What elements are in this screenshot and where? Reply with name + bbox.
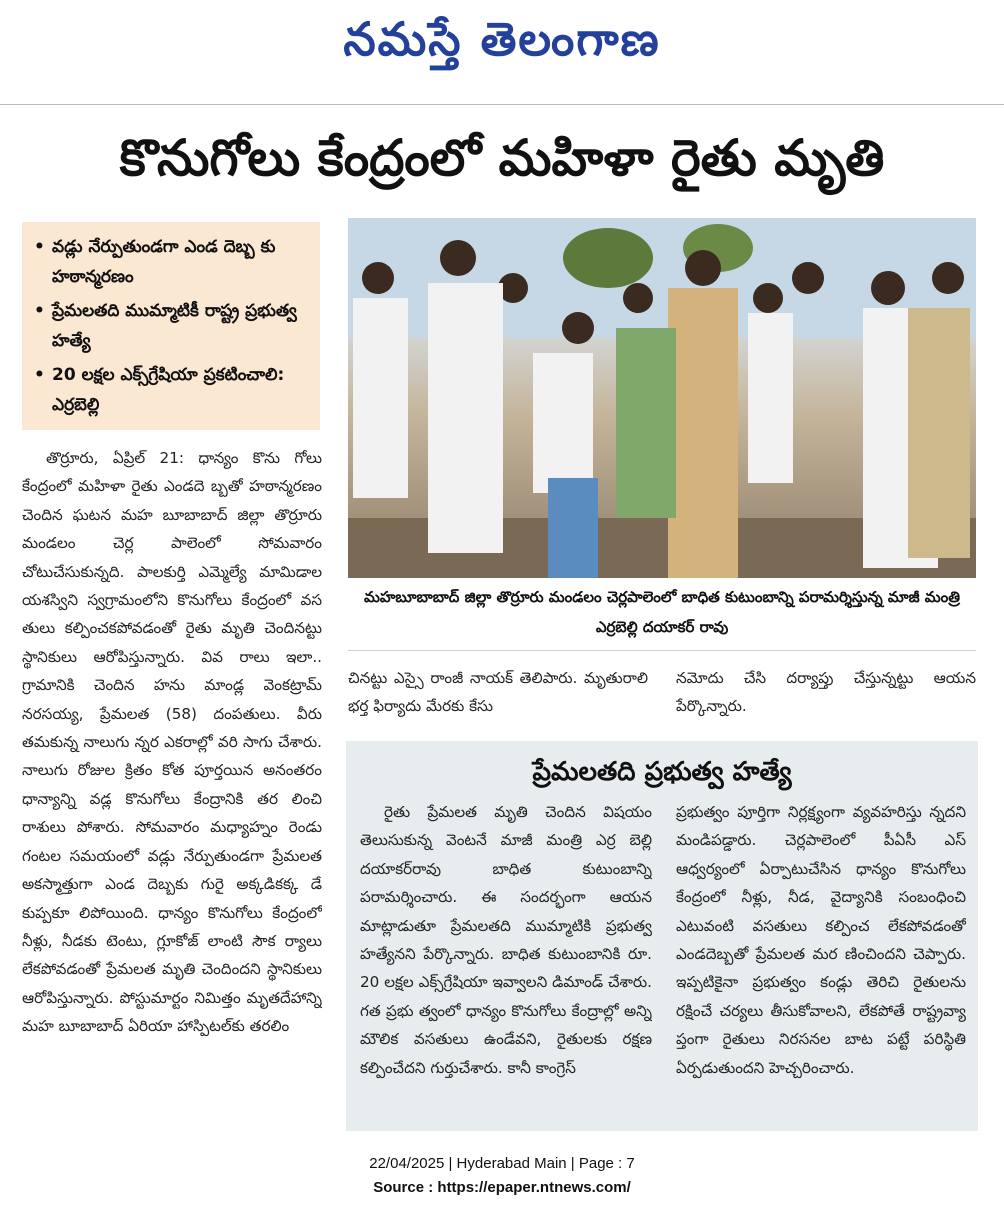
article-headline: కొనుగోలు కేంద్రంలో మహిళా రైతు మృతి <box>119 129 885 187</box>
sidebar-story-title: ప్రేమలతది ప్రభుత్వ హత్యే <box>532 757 792 787</box>
sidebar-column-1 <box>360 798 652 1128</box>
highlight-item <box>32 296 310 356</box>
story-paragraph: చినట్టు ఎస్సై రాంజీ నాయక్ తెలిపారు. మృతురాలి భర్త ఫిర్యాదు మేరకు కేసు <box>348 669 648 716</box>
story-column-3 <box>676 664 976 724</box>
news-photo <box>348 218 976 578</box>
bullet-icon: • <box>34 237 45 257</box>
story-column-1 <box>22 444 322 1138</box>
bullet-icon: • <box>34 365 45 385</box>
highlight-item <box>32 360 310 420</box>
photo-caption: మహబూబాబాద్ జిల్లా తొర్రూరు మండలం చెర్లపాలెంలో బాధిత కుటుంబాన్ని పరామర్శిస్తున్న మాజీ మంత్రి ఎర్రబెల్లి దయాకర్ రావు <box>364 588 960 636</box>
highlight-text: వడ్లు నేర్పుతుండగా ఎండ దెబ్బ కు హఠాన్మరణం <box>52 237 276 287</box>
highlight-text: ప్రేమలతది ముమ్మాటికీ రాష్ట్ర ప్రభుత్వ హత్యే <box>52 301 297 351</box>
story-paragraph: తొర్రూరు, ఏప్రిల్ 21: ధాన్యం కొను గోలు కేంద్రంలో మహిళా రైతు ఎండదె బ్బతో హఠాన్మరణం చెందిన ఘటన మహ బూబాబాద్ జిల్లా తొర్రూరు మండలం చెర్ల పాలెంలో సోమవారం చోటుచేసుకున్నది. పాలకుర్తి ఎమ్మెల్యే మామిడాల యశస్విని స్వగ్రామంలోని కొనుగోలు కేంద్రంలో వస తులు కల్పించకపోవడంతో రైతు మృతి చెందినట్టు స్థానికులు ఆరోపిస్తున్నారు. వివ రాలు ఇలా.. గ్రామానికి చెందిన హను మాండ్ల వెంకట్రామ్ నరసయ్య, ప్రేమలత (58) దంపతులు. వీరు తమకున్న నాలుగు న్నర ఎకరాల్లో వరి సాగు చేశారు. నాలుగు రోజుల క్రితం కోత పూర్తయిన అనంతరం ధాన్యాన్ని వడ్ల కొనుగోలు కేంద్రానికి తర లించి రాశులు పోశారు. సోమవారం మధ్యాహ్నం రెండు గంటల సమయంలో వడ్లు నేర్పుతుండగా ప్రేమలత అకస్మాత్తుగా ఎండ దెబ్బకు గురై అక్కడికక్క డే కుప్పకూ లిపోయింది. ధాన్యం కొనుగోలు కేంద్రంలో నీళ్లు, నీడకు టెంటు, గ్లూకోజ్ లాంటి సౌక ర్యాలు లేకపోవడంతో ప్రేమలత మృతి చెందిందని స్థానికులు ఆరోపిస్తున్నారు. పోస్టుమార్టం నిమిత్తం మృతదేహాన్ని మహ బూబాబాద్ ఏరియా హాస్పిటల్‌కు తరలిం <box>22 449 322 1036</box>
people-gathering-illustration <box>348 218 976 578</box>
story-paragraph: రైతు ప్రేమలత మృతి చెందిన విషయం తెలుసుకున్న వెంటనే మాజీ మంత్రి ఎర్ర బెల్లి దయాకర్‌రావు బాధిత కుటుంబాన్ని పరామర్శించారు. ఈ సందర్భంగా ఆయన మాట్లాడుతూ ప్రేమలతది ముమ్మాటికి ప్రభుత్వ హత్యేనని పేర్కొన్నారు. బాధిత కుటుంబానికి రూ. 20 లక్షల ఎక్స్‌గ్రేషియా ఇవ్వాలని డిమాండ్ చేశారు. గత ప్రభు త్వంలో ధాన్యం కొనుగోలు కేంద్రాల్లో అన్ని మౌలిక వసతులు ఉండేవని, రైతులకు రక్షణ కల్పించేదని గుర్తుచేశారు. కానీ కాంగ్రెస్ <box>360 803 652 1077</box>
sidebar-column-2 <box>676 798 966 1128</box>
bullet-icon: • <box>34 301 45 321</box>
masthead-logo: నమస్తే తెలంగాణ <box>343 12 661 66</box>
story-paragraph: నమోదు చేసి దర్యాప్తు చేస్తున్నట్టు ఆయన పేర్కొన్నారు. <box>676 669 976 716</box>
story-column-2 <box>348 664 648 724</box>
highlights-box <box>22 222 320 430</box>
highlight-item <box>32 232 310 292</box>
page-footer <box>0 1152 1004 1200</box>
story-paragraph: ప్రభుత్వం పూర్తిగా నిర్లక్ష్యంగా వ్యవహరిస్తు న్నదని మండిపడ్డారు. చెర్లపాలెంలో పీఏసీ ఎస్ ఆధ్వర్యంలో ఏర్పాటుచేసిన ధాన్యం కొనుగోలు కేంద్రంలో నీళ్లు, నీడ, వైద్యానికి సంబంధించి ఎటువంటి వసతులు కల్పించ లేకపోవడంతో ఎండదెబ్బతో ప్రేమలత మర ణించిందని చెప్పారు. ఇప్పటికైనా ప్రభుత్వం కండ్లు తెరిచి రైతులను రక్షించే చర్యలు తీసుకోవాలని, లేకపోతే రాష్ట్రవ్యా ప్తంగా రైతులు నిరసనల బాట పట్టే పరిస్థితి ఏర్పడుతుందని హెచ్చరించారు. <box>676 803 966 1077</box>
header-divider <box>0 104 1004 105</box>
footer-source: Source : https://epaper.ntnews.com/ <box>373 1179 631 1196</box>
highlight-text: 20 లక్షల ఎక్స్‌గ్రేషియా ప్రకటించాలి: ఎర్రబెల్లి <box>52 365 285 415</box>
footer-date-edition: 22/04/2025 | Hyderabad Main | Page : 7 <box>369 1155 635 1172</box>
caption-divider <box>348 650 976 651</box>
